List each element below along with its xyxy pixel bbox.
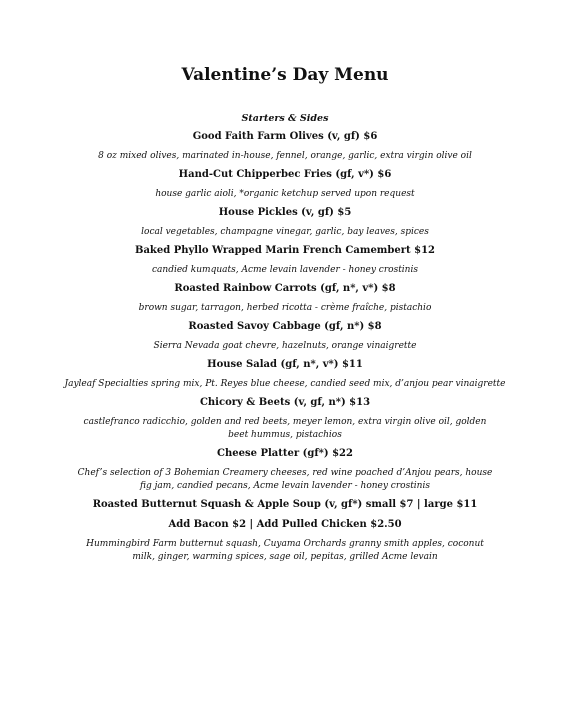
item-desc-cheese-platter: Chef’s selection of 3 Bohemian Creamery cheeses, red wine poached d’Anjou pears, house fig jam, candied pecans, Acme levain lavender - honey crostinis (77, 468, 493, 491)
item-desc-fries: house garlic aioli, *organic ketchup served upon request (155, 189, 415, 199)
item-name-pickles: House Pickles (v, gf) $5 (218, 207, 352, 218)
item-addon-soup: Add Bacon $2 | Add Pulled Chicken $2.50 (168, 519, 402, 530)
item-desc-pickles: local vegetables, champagne vinegar, garlic, bay leaves, spices (141, 227, 429, 237)
item-desc-olives: 8 oz mixed olives, marinated in-house, fennel, orange, garlic, extra virgin olive oil (98, 151, 472, 161)
item-desc-chicory-beets: castlefranco radicchio, golden and red beets, meyer lemon, extra virgin olive oil, golden beet hummus, pistachios (83, 417, 487, 440)
item-name-camembert: Baked Phyllo Wrapped Marin French Camembert $12 (135, 245, 435, 256)
item-name-cheese-platter: Cheese Platter (gf*) $22 (217, 448, 353, 459)
item-desc-cabbage: Sierra Nevada goat chevre, hazelnuts, orange vinaigrette (153, 341, 417, 351)
item-name-fries: Hand-Cut Chipperbec Fries (gf, v*) $6 (178, 169, 392, 180)
item-desc-soup: Hummingbird Farm butternut squash, Cuyama Orchards granny smith apples, coconut milk, ginger, warming spices, sage oil, pepitas, grilled Acme levain (86, 539, 484, 562)
item-name-house-salad: House Salad (gf, n*, v*) $11 (207, 359, 363, 370)
section-heading-starters: Starters & Sides (241, 113, 329, 124)
item-desc-carrots: brown sugar, tarragon, herbed ricotta - crème fraîche, pistachio (138, 303, 432, 313)
item-name-chicory-beets: Chicory & Beets (v, gf, n*) $13 (199, 397, 371, 408)
item-desc-camembert: candied kumquats, Acme levain lavender - honey crostinis (152, 265, 418, 275)
item-name-carrots: Roasted Rainbow Carrots (gf, n*, v*) $8 (174, 283, 396, 294)
item-name-olives: Good Faith Farm Olives (v, gf) $6 (192, 131, 378, 142)
item-name-cabbage: Roasted Savoy Cabbage (gf, n*) $8 (188, 321, 382, 332)
item-desc-house-salad: Jayleaf Specialties spring mix, Pt. Reyes blue cheese, candied seed mix, d’anjou pear vinaigrette (64, 379, 506, 389)
menu-title: Valentine’s Day Menu (181, 65, 389, 85)
item-name-soup: Roasted Butternut Squash & Apple Soup (v, gf*) small $7 | large $11 (92, 499, 478, 510)
